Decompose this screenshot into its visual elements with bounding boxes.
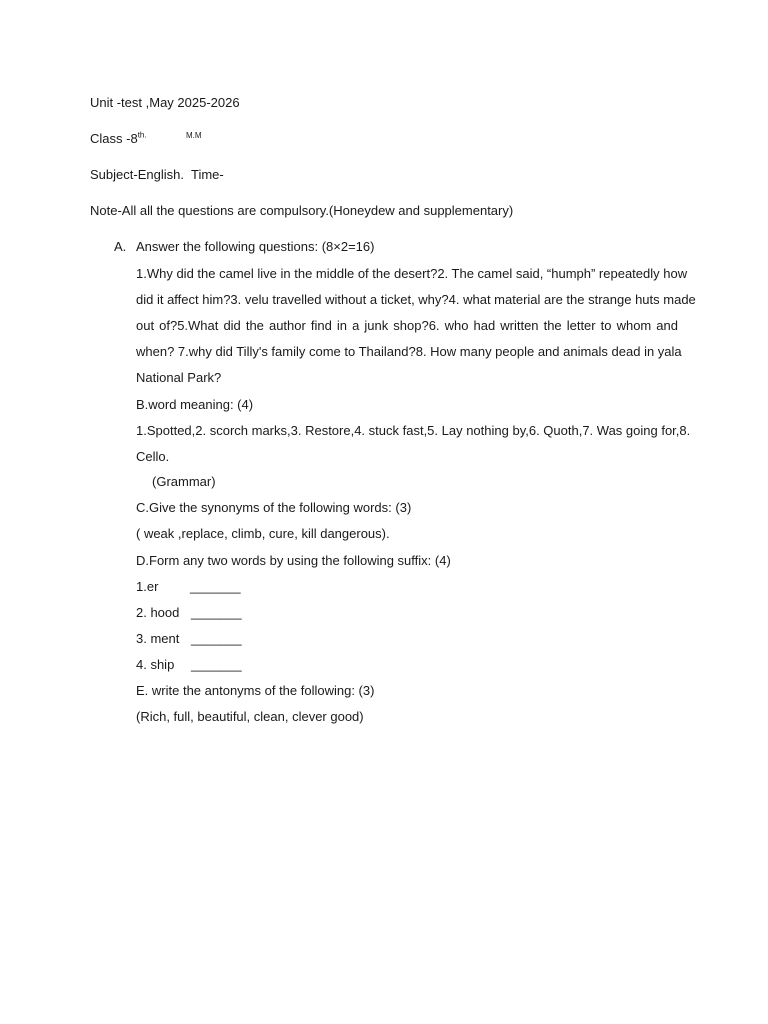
section-a-line-4: when? 7.why did Tilly's family come to Thailand?8. How many people and animals dead in yala bbox=[136, 344, 682, 359]
unit-test-title: Unit -test ,May 2025-2026 bbox=[90, 95, 240, 110]
suffix-item-blank: _______ bbox=[190, 579, 241, 594]
max-marks-label: M.M bbox=[186, 131, 202, 140]
suffix-item-label: 3. ment bbox=[136, 631, 180, 646]
suffix-item-blank: _______ bbox=[191, 657, 242, 672]
class-suffix: th. bbox=[137, 130, 147, 140]
subject-line bbox=[90, 167, 184, 183]
section-c-heading: C.Give the synonyms of the following words: (3) bbox=[136, 500, 412, 515]
class-label: Class -8 bbox=[90, 131, 138, 146]
section-d-heading: D.Form any two words by using the following suffix: (4) bbox=[136, 553, 451, 568]
subject-label: Subject-English. bbox=[90, 167, 184, 182]
time-label: Time- bbox=[191, 167, 224, 182]
suffix-item-label: 4. ship bbox=[136, 657, 175, 672]
section-a-line-2: did it affect him?3. velu travelled without a ticket, why?4. what material are the strange huts made bbox=[136, 292, 696, 307]
section-b-line-2: Cello. bbox=[136, 449, 170, 464]
class-line bbox=[90, 131, 147, 147]
section-e-words: (Rich, full, beautiful, clean, clever good) bbox=[136, 709, 364, 724]
section-a-line-5: National Park? bbox=[136, 370, 222, 385]
section-e-heading: E. write the antonyms of the following: (3) bbox=[136, 683, 375, 698]
section-a-line-1: 1.Why did the camel live in the middle of the desert?2. The camel said, “humph” repeatedly how bbox=[136, 266, 688, 281]
section-c-words: ( weak ,replace, climb, cure, kill dangerous). bbox=[136, 526, 390, 541]
section-a-heading: Answer the following questions: (8×2=16) bbox=[136, 239, 375, 254]
section-a-line-3: out of?5.What did the author find in a junk shop?6. who had written the letter to whom and bbox=[136, 318, 678, 333]
suffix-item-blank: _______ bbox=[191, 631, 242, 646]
suffix-item-label: 1.er bbox=[136, 579, 159, 594]
section-b-heading: B.word meaning: (4) bbox=[136, 397, 254, 412]
section-b-line-1: 1.Spotted,2. scorch marks,3. Restore,4. stuck fast,5. Lay nothing by,6. Quoth,7. Was going for,8. bbox=[136, 423, 691, 438]
note-line: Note-All all the questions are compulsory.(Honeydew and supplementary) bbox=[90, 203, 514, 218]
suffix-item-blank: _______ bbox=[191, 605, 242, 620]
suffix-item-label: 2. hood bbox=[136, 605, 180, 620]
section-a-marker: A. bbox=[114, 239, 127, 254]
grammar-heading: (Grammar) bbox=[152, 474, 216, 489]
